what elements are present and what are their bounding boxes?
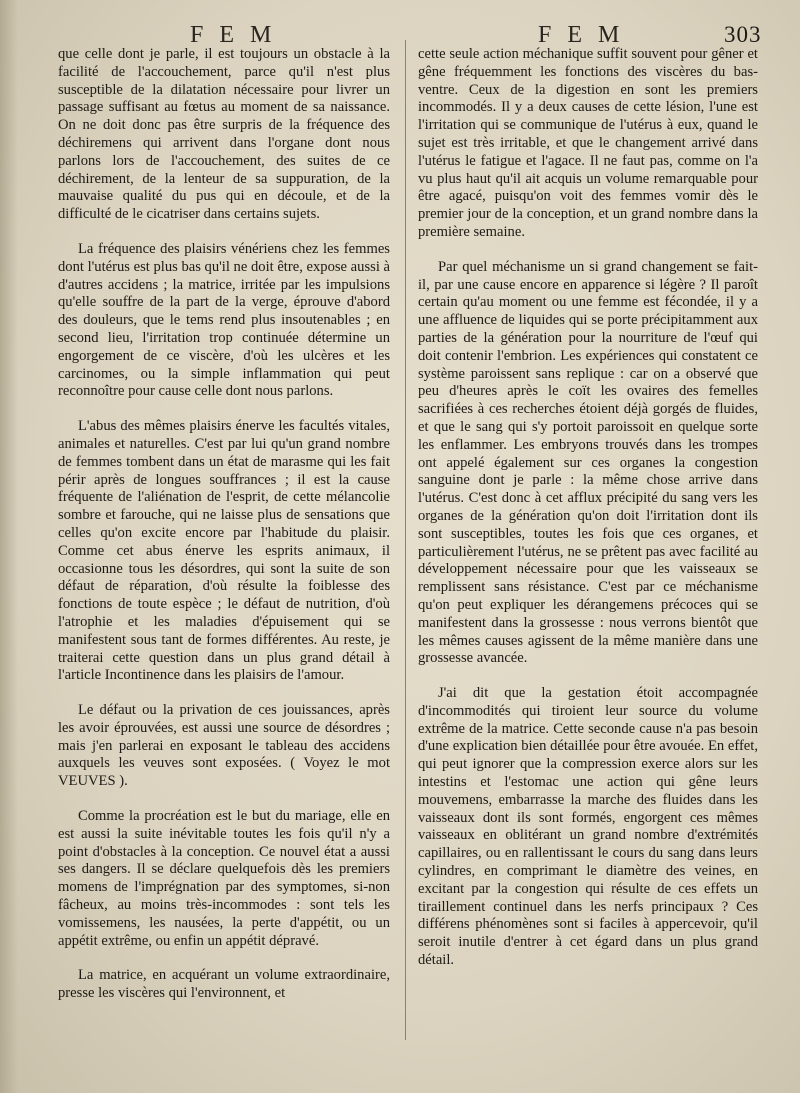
page-spine-shadow (0, 0, 18, 1093)
left-column (58, 46, 390, 1003)
right-column (418, 46, 758, 970)
paragraph: L'abus des mêmes plaisirs énerve les facultés vitales, animales et naturelles. C'est par lui qu'un grand nombre de femmes tombent dans un état de marasme qui les fait périr après de longues souffrances ; il est la cause fréquente de l'aliénation de l'esprit, de cette mélancolie sombre et farouche, qui ne laisse plus de sensations que celles qu'on excite encore par l'habitude du plaisir. Comme cet abus énerve les esprits animaux, il occasionne tous les désordres, qui sont la suite de son défaut de réparation, d'où résulte la foiblesse des fonctions de toute espèce ; le défaut de nutrition, d'où l'atrophie et les maladies d'épuisement qui se manifestent sous tant de formes différentes. Au reste, je traiterai cette question dans un plus grand détail à l'article Incontinence dans les plaisirs de l'amour. (58, 418, 390, 684)
running-head-right: F E M (538, 22, 625, 48)
page-number: 303 (724, 22, 762, 47)
column-divider (405, 40, 406, 1040)
paragraph: cette seule action méchanique suffit souvent pour gêner et gêne fréquemment les fonctions des viscères du bas-ventre. Ceux de la digestion en sont les premiers incommodés. Il y a deux causes de cette lésion, l'une est l'irritation qui se communique de l'utérus à eux, quand le sujet est très irritable, et que le changement arrivé dans l'utérus le fatigue et l'agace. Il ne faut pas, comme on l'a vu plus haut qu'il ait acquis un volume remarquable pour être agacé, puisqu'on voit des femmes vomir dès le premier jour de la conception, et un grand nombre dans la première semaine. (418, 46, 758, 240)
paragraph: que celle dont je parle, il est toujours un obstacle à la facilité de l'accouchement, parce qu'il n'est plus susceptible de la dilatation nécessaire pour livrer un passage suffisant au fœtus au moment de sa naissance. On ne doit donc pas être surpris de la fréquence des déchiremens qui arrivent dans l'organe dont nous parlons lors de l'accouchement, des suites de ce déchirement, de la lenteur de sa suppuration, de la mauvaise qualité du pus qui en découle, et de la difficulté de le cicatriser dans certains sujets. (58, 46, 390, 223)
paragraph: J'ai dit que la gestation étoit accompagnée d'incommodités qui tiroient leur source du volume extrême de la matrice. Cette seconde cause n'a pas besoin d'une explication bien détaillée pour être avouée. En effet, qui peut ignorer que la compression exerce alors sur les intestins et l'estomac une action qui gêne leurs mouvemens, embarrasse la marche des fluides dans les vaisseaux dont ils sont formés, engorgent ces mêmes vaisseaux en oblitérant un grand nombre d'extrémités capillaires, ou en rallentissant le cours du sang dans leurs cylindres, en comprimant le diamètre des veines, en excitant par la congestion qui résulte de ces effets un tiraillement continuel dans les nerfs principaux ? Ces différens phénomènes sont si faciles à appercevoir, qu'il seroit inutile d'entrer à cet égard dans un plus grand détail. (418, 685, 758, 969)
paragraph: La fréquence des plaisirs vénériens chez les femmes dont l'utérus est plus bas qu'il ne doit être, expose aussi à d'autres accidens ; la matrice, irritée par les impulsions qu'elle souffre de la part de la verge, éprouve d'abord des douleurs, que le tems rend plus insoutenables ; en second lieu, l'irritation trop continuée détermine un engorgement de ce viscère, d'où les ulcères et les carcinomes, ou la simple inflammation qui peut reconnoître pour cause celle dont nous parlons. (58, 240, 390, 400)
paragraph: La matrice, en acquérant un volume extraordinaire, presse les viscères qui l'environnent, et (58, 967, 390, 1002)
paragraph: Par quel méchanisme un si grand changement se fait-il, par une cause encore en apparence si légère ? Il paroît certain qu'au moment ou une femme est fécondée, il y a une affluence de liquides qui se porte précipitamment aux parties de la génération pour la nourriture de l'œuf qui doit contenir l'embrion. Les expériences qui constatent ce système paroissent sans replique : car on a observé que peu d'heures après le coït les ovaires des femelles sacrifiées à ces recherches étoient déjà gorgés de fluides, et que le sang qui s'y portoit paroissoit en quelque sorte les enflammer. Les embryons trouvés dans les trompes ont appelé également sur ces organes la congestion sanguine dont je parle : la même chose arrive dans l'utérus. C'est donc à cet afflux précipité du sang vers les organes de la génération qu'on doit l'irritation dont ils sont susceptibles, toutes les fois que ces organes, et particulièrement l'utérus, ne se prêtent pas avec facilité au développement nécessaire pour que les vaisseaux se remplissent sans résistance. C'est par ce méchanisme qu'on peut expliquer les dérangemens précoces qui se manifestent dans la grossesse : nous verrons bientôt que les mêmes causes agissent de la même manière dans une grossesse avancée. (418, 258, 758, 667)
running-head-left: F E M (190, 22, 277, 48)
paragraph: Comme la procréation est le but du mariage, elle en est aussi la suite inévitable toutes les fois qu'il n'y a point d'obstacles à la conception. Ce nouvel état a aussi ses dangers. Il se déclare quelquefois dès les premiers momens de l'imprégnation par des symptomes, si-non fâcheux, au moins très-incommodes : sont tels les vomissemens, les nausées, la perte d'appétit, ou un appétit extrême, ou enfin un appétit dépravé. (58, 808, 390, 949)
paragraph: Le défaut ou la privation de ces jouissances, après les avoir éprouvées, est aussi une source de désordres ; mais j'en parlerai en exposant le tableau des accidens auxquels les veuves sont exposées. ( Voyez le mot VEUVES ). (58, 702, 390, 790)
